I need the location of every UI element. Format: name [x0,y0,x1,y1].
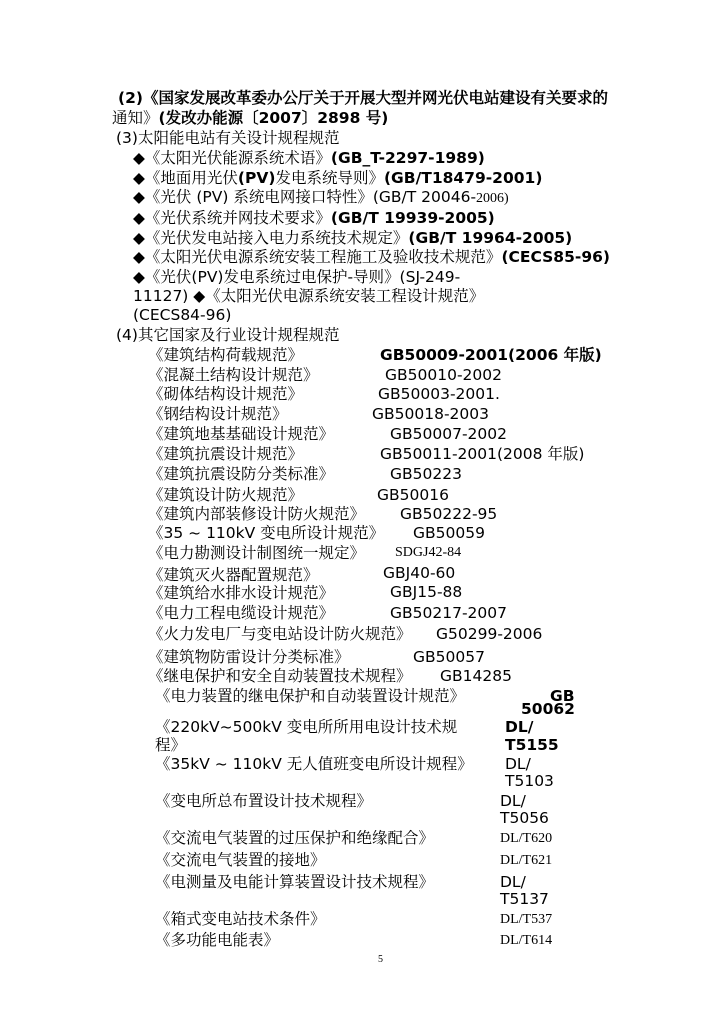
ref-title: 《建筑结构荷载规范》 [148,346,304,364]
ref-code: GBJ40-60 [383,564,456,582]
sec3-item-1-title: ◆《太阳光伏能源系统术语》 [133,149,331,167]
intro-line-2-a: 通知》 [112,109,159,127]
ref-title: 《35 ~ 110kV 变电所设计规范》 [148,524,385,542]
ref-title: 《电力勘测设计制图统一规定》 [148,544,366,562]
sec3-item-4 [133,209,495,227]
ref-title: 《变电所总布置设计技术规程》 [155,792,373,810]
ref-title: 《混凝土结构设计规范》 [148,366,319,384]
intro-line-2 [112,109,388,127]
ref-title: 《砌体结构设计规范》 [148,385,304,403]
ref-title: 《建筑设计防火规范》 [148,486,304,504]
sec3-item-3-code-b: 2006) [476,191,509,206]
ref-code: DL/T614 [500,933,553,948]
ref-code: GB14285 [440,667,512,685]
ref-title: 《建筑物防雷设计分类标准》 [148,648,350,666]
ref-code: GB50057 [413,648,485,666]
ref-title: 《交流电气装置的接地》 [155,851,326,869]
sec3-item-3 [133,188,509,208]
intro-line-2-b: (发改办能源〔2007〕2898 号) [158,109,389,127]
ref-title-line-2: 程》 [155,736,187,754]
ref-title: 《35kV ~ 110kV 无人值班变电所设计规程》 [155,755,473,773]
section-3-heading: (3)太阳能电站有关设计规程规范 [116,129,340,147]
ref-code: DL/T537 [500,912,553,927]
sec3-item-5 [133,229,572,247]
sec3-item-1-code: (GB_T-2297-1989) [330,149,485,167]
ref-code-line-2: T5103 [505,772,554,790]
ref-code: G50299-2006 [436,625,543,643]
sec3-item-2-title-b: (PV) [237,169,276,187]
ref-title-line-1: 《220kV~500kV 变电所所用电设计技术规 [155,718,458,736]
sec3-item-5-code: (GB/T 19964-2005) [408,229,573,247]
ref-title: 《建筑给水排水设计规范》 [148,584,335,602]
sec3-item-3-title: ◆《光伏 (PV) 系统电网接口特性》 [133,188,373,206]
ref-code: DL/T620 [500,831,553,846]
ref-title: 《建筑内部装修设计防火规范》 [148,505,366,523]
sec3-item-2-title-c: 发电系统导则》 [275,169,384,187]
sec3-item-6 [133,248,610,266]
sec3-item-1 [133,149,485,167]
ref-code-line-2: 50062 [521,700,575,718]
ref-code: GB50007-2002 [390,425,507,443]
sec3-item-6-code: (CECS85-96) [501,248,610,266]
section-4-heading: (4)其它国家及行业设计规程规范 [116,326,340,344]
ref-code-line-2: T5137 [500,890,549,908]
sec3-item-6-title: ◆《太阳光伏电源系统安装工程施工及验收技术规范》 [133,248,502,266]
sec3-item-2-title-a: ◆《地面用光伏 [133,169,238,187]
ref-title: 《火力发电厂与变电站设计防火规范》 [148,625,412,643]
intro-line-1: (2)《国家发展改革委办公厅关于开展大型并网光伏电站建设有关要求的 [118,89,608,107]
ref-title: 《电力工程电缆设计规范》 [148,604,335,622]
ref-code: GB50003-2001. [378,385,500,403]
ref-code: GB50016 [377,486,449,504]
ref-code: GB50009-2001(2006 年版) [380,346,602,364]
sec3-item-5-title: ◆《光伏发电站接入电力系统技术规定》 [133,229,409,247]
sec3-item-2 [133,169,542,187]
ref-code: GB50223 [390,465,462,483]
ref-title: 《箱式变电站技术条件》 [155,910,326,928]
ref-title: 《电力装置的继电保护和自动装置设计规范》 [155,687,466,705]
ref-title: 《交流电气装置的过压保护和绝缘配合》 [155,829,435,847]
ref-title: 《建筑抗震设防分类标准》 [148,465,335,483]
sec3-item-4-code: (GB/T 19939-2005) [330,209,495,227]
ref-title: 《电测量及电能计算装置设计技术规程》 [155,873,435,891]
ref-code: GB50018-2003 [372,405,489,423]
ref-code: GB50011-2001(2008 年版) [380,445,585,463]
ref-code: GB50217-2007 [390,604,507,622]
ref-code-line-1: GB [550,687,575,705]
ref-code-line-1: DL/ [500,873,526,891]
ref-code-line-1: DL/ [505,755,531,773]
ref-code-line-1: DL/ [505,718,534,736]
ref-title: 《建筑地基基础设计规范》 [148,425,335,443]
ref-title: 《建筑灭火器配置规范》 [148,566,319,584]
sec3-item-7-line-3: (CECS84-96) [133,306,232,324]
ref-code: GB50010-2002 [385,366,502,384]
ref-title: 《多功能电能表》 [155,931,280,949]
ref-code-line-2: T5155 [505,736,559,754]
ref-code: GBJ15-88 [390,583,463,601]
page-number: 5 [378,954,383,965]
sec3-item-4-title: ◆《光伏系统并网技术要求》 [133,209,331,227]
ref-title: 《建筑抗震设计规范》 [148,445,304,463]
sec3-item-7-line-2: 11127) ◆《太阳光伏电源系统安装工程设计规范》 [133,287,485,305]
sec3-item-3-code-a: (GB/T 20046- [372,188,477,206]
sec3-item-2-code: (GB/T18479-2001) [383,169,543,187]
ref-code: GB50222-95 [400,505,498,523]
ref-code-line-2: T5056 [500,809,549,827]
sec3-item-7-line-1: ◆《光伏(PV)发电系统过电保护-导则》(SJ-249- [133,268,461,286]
ref-code-line-1: DL/ [500,792,526,810]
ref-code: DL/T621 [500,853,553,868]
ref-code: SDGJ42-84 [395,545,462,560]
ref-code: GB50059 [413,524,485,542]
ref-title: 《钢结构设计规范》 [148,405,288,423]
ref-title: 《继电保护和安全自动装置技术规程》 [148,667,412,685]
